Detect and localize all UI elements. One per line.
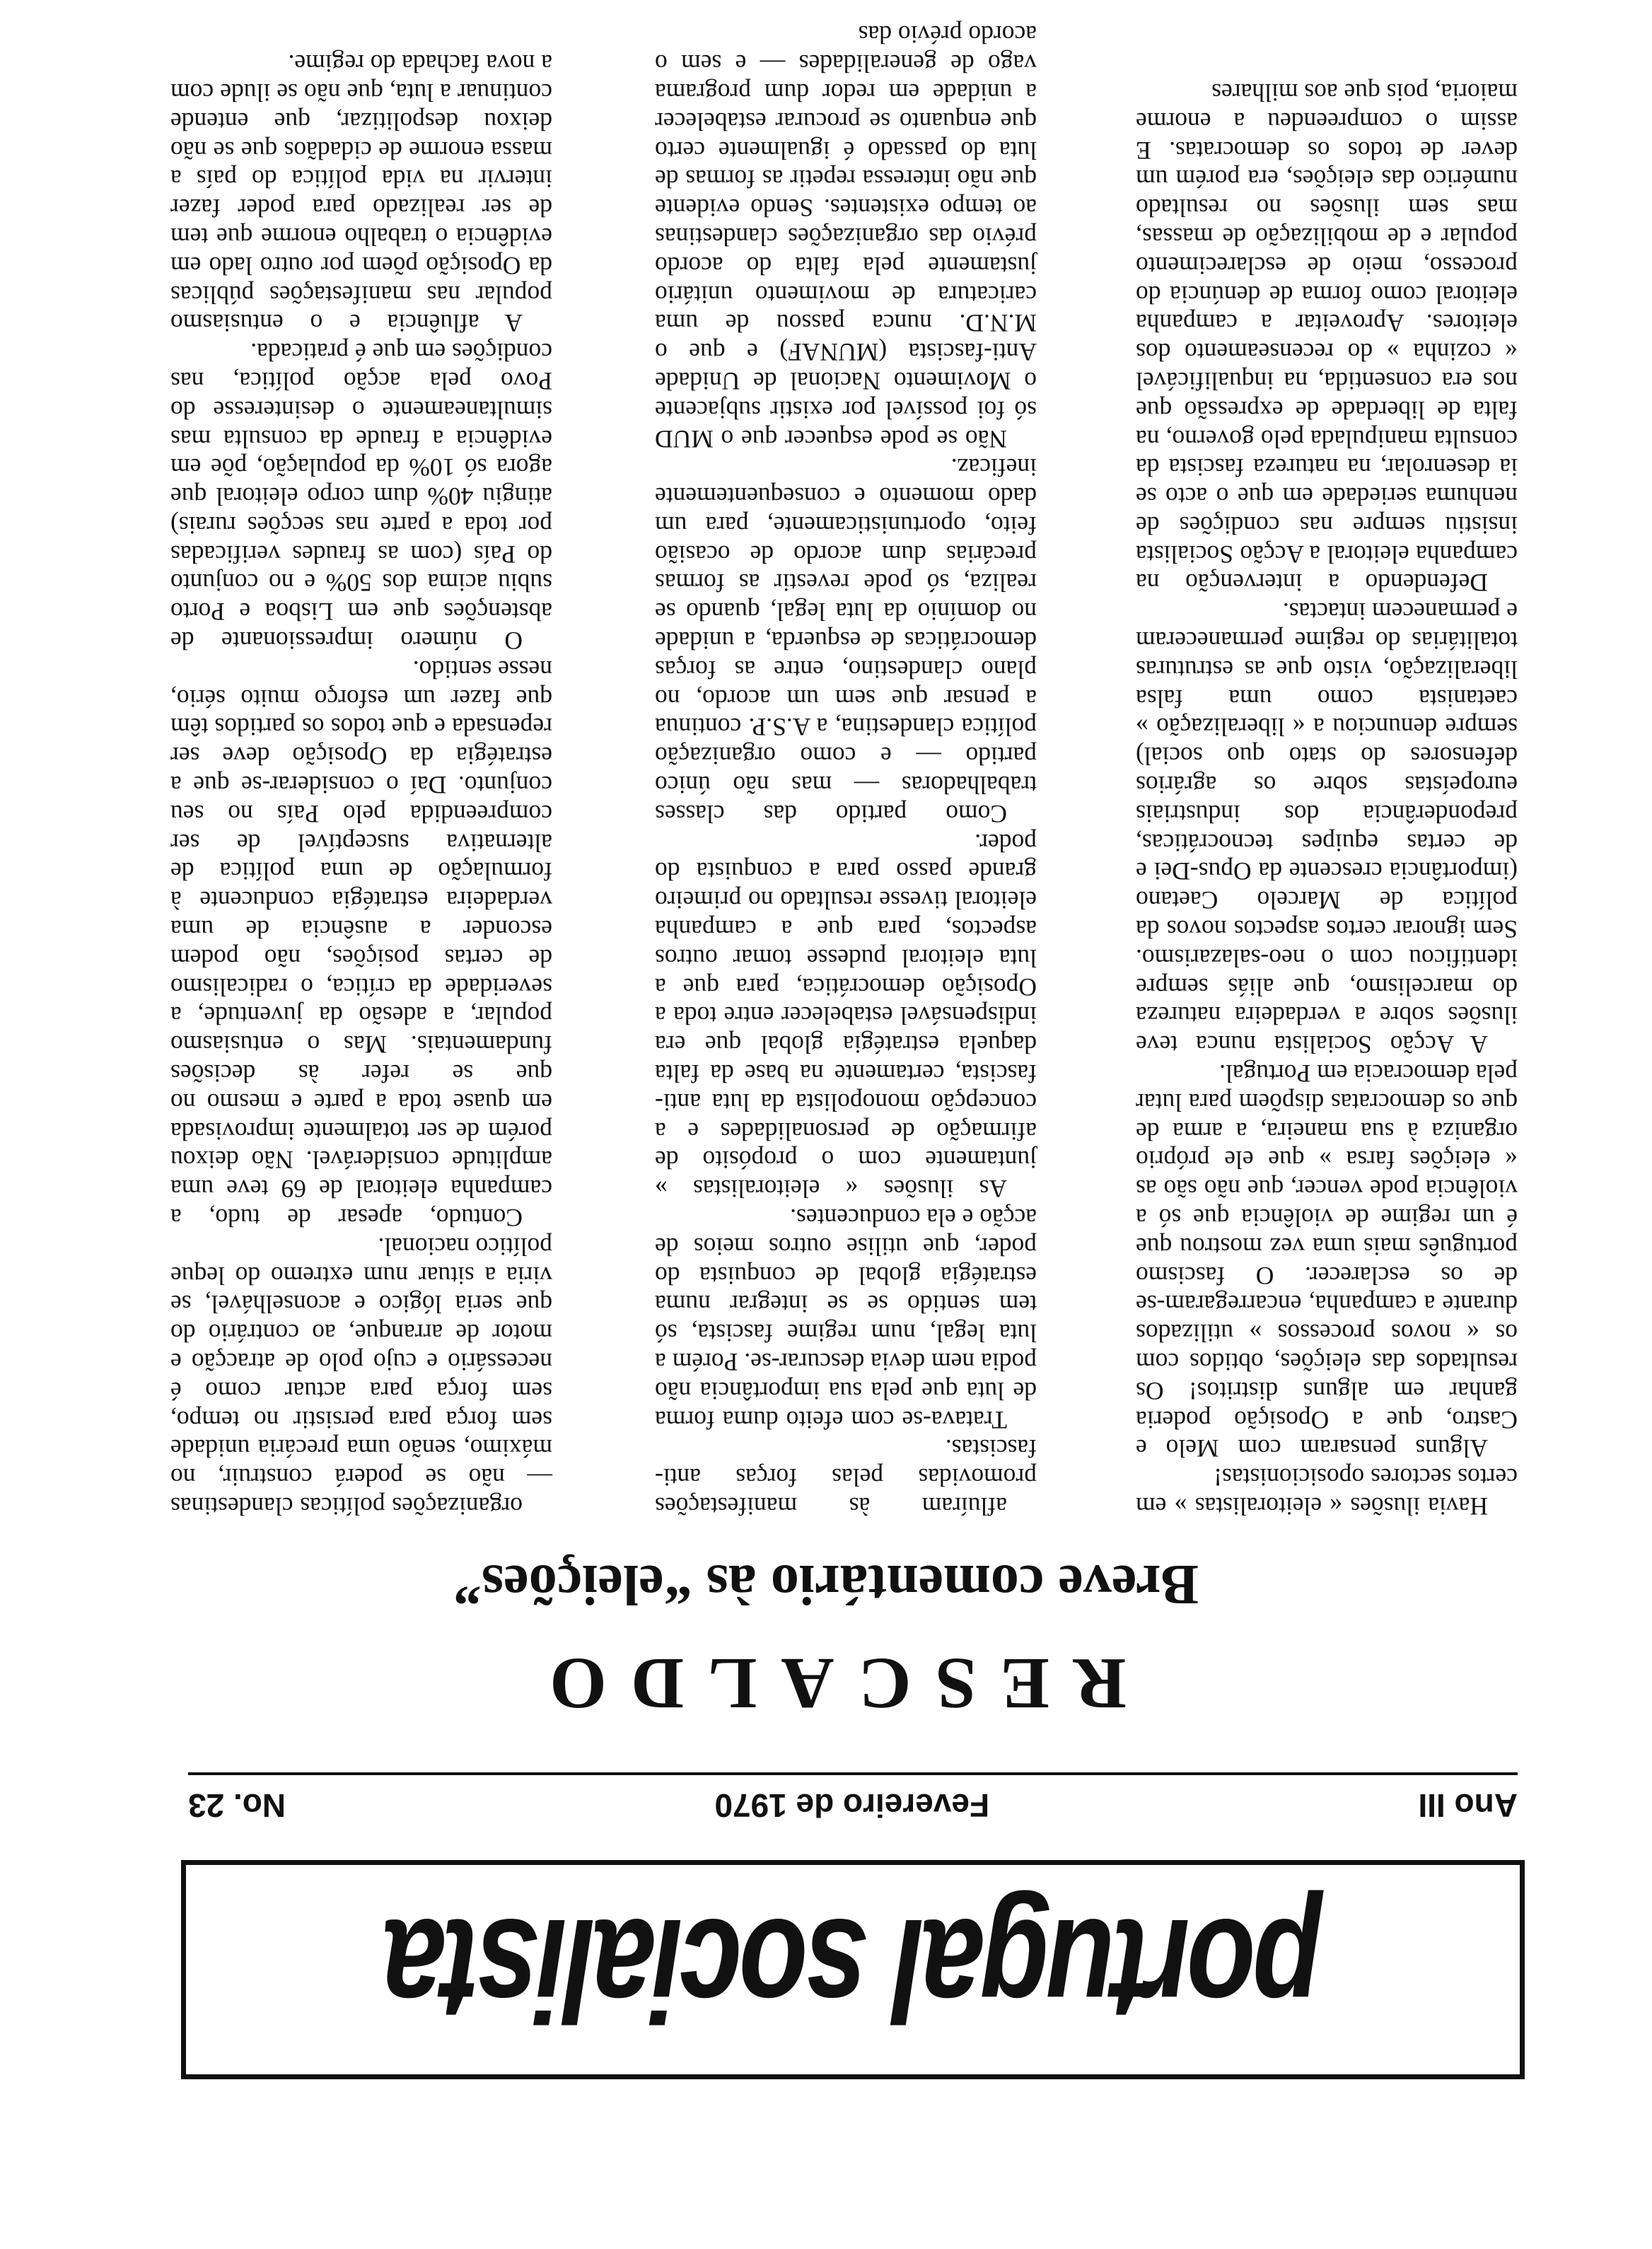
article-paragraph: Havia ilusões « eleitoralistas » em certos sectores oposicionistas!	[1136, 1463, 1518, 1521]
article-paragraph: As ilusões « eleitoralistas » juntamente com o propósito de afirmação de personalidades e a concepção monopolista da luta anti-fascista, certamente na base da falta daquela estratégia global que era indispensável estabelecer entre toda a Oposição democrática, para que a luta eleitoral pudesse tomar outros aspectos, para que a campanha eleitoral tivesse resultado no primeiro grande passo para a conquista do poder.	[655, 828, 1037, 1204]
masthead-title: portugal socialista	[385, 1889, 1321, 2051]
article-column-1	[1136, 78, 1518, 1521]
issue-number: No. 23	[188, 1787, 286, 1824]
article-paragraph: Defendendo a intervenção na campanha eleitoral a Acção Socialista insistiu sempre nas condições de nenhuma seriedade em que o acto se ia desenrolar, na natureza fascista da consulta manipulada pelo governo, na falta de liberdade de expressão que nos era consentida, na inqualificável « cozinha » do recenseamento dos eleitores. Aproveitar a campanha eleitoral como forma de denúncia do processo, meio de esclarecimento popular e de mobilização de massas, mas sem ilusões no resultado numérico das eleições, era porém um dever de todos os democratas. E assim o compreendeu a enorme maioria, pois que aos milhares	[1136, 78, 1518, 598]
article-paragraph: Alguns pensaram com Melo e Castro, que a Oposição poderia ganhar em alguns distritos! Os resultados das eleições, obtidos com os « novos processos » utilizados durante a campanha, encarregaram-se de os esclarecer. O fascismo português mais uma vez mostrou que é um regime de violência que só a violência pode vencer, que não são as « eleições farsa » que ele próprio organiza à sua maneira, a arma de que os democratas dispõem para lutar pela democracia em Portugal.	[1136, 1059, 1518, 1463]
issue-date: Fevereiro de 1970	[714, 1787, 990, 1824]
article-column-3	[170, 49, 552, 1521]
masthead-box	[181, 1860, 1525, 2079]
article-paragraph: organizações políticas clandestinas — não se poderá construir, no máximo, senão uma precária unidade sem força para persistir no tempo, sem força para actuar como é necessário e cujo polo de atracção e motor de arranque, ao contrário do que seria lógico e aconselhável, se viria a situar num extremo do leque político nacional.	[170, 1232, 552, 1521]
issue-line	[188, 1786, 1518, 1825]
article-paragraph: A Acção Socialista nunca teve ilusões sobre a verdadeira natureza do marcelismo, que aliás sempre identificou com o neo-salazarismo. Sem ignorar certos aspectos novos da política de Marcelo Caetano (importância crescente da Opus-Dei e de certas equipes tecnocráticas, preponderância dos industriais europeístas sobre os agrários defensores do stato quo social) sempre denunciou a « liberalização » caetanista como uma falsa liberalização, visto que as estruturas totalitárias do regime permaneceram e permanecem intactas.	[1136, 598, 1518, 1059]
article-column-2	[655, 21, 1037, 1521]
article-paragraph: A afluência e o entusiasmo popular nas manifestações públicas da Oposição põem por outro lado em evidência o trabalho enorme que tem de ser realizado para poder fazer intervir na vida política do país a massa enorme de cidadãos que se não deixou despolitizar, que entende continuar a luta, que não se ilude com a nova fachada do regime.	[170, 50, 552, 338]
article-paragraph: afluíram às manifestações promovidas pelas forças anti-fascistas.	[655, 1434, 1037, 1521]
issue-divider	[188, 1772, 1518, 1775]
article-paragraph: Não se pode esquecer que o MUD só foi possível por existir subjacente o Movimento Nacional de Unidade Anti-fascista (MUNAF) e que o M.N.D. nunca passou de uma caricatura de movimento unitário justamente pela falta do acordo prévio das organizações clandestinas ao tempo existentes. Sendo evidente que não interessa repetir as formas de luta do passado é igualmente certo que enquanto se procurar estabelecer a unidade em redor dum programa vago de generalidades — e sem o acordo prévio das	[655, 21, 1037, 453]
article-paragraph: Como partido das classes trabalhadoras — mas não único partido — e como organização política clandestina, a A.S.P. continua a pensar que sem um acordo, no plano clandestino, entre as forças democráticas de esquerda, a unidade no domínio da luta legal, quando se realiza, só pode revestir as formas precárias dum acordo de ocasião feito, oportunisticamente, para um dado momento e consequentemente ineficaz.	[655, 453, 1037, 828]
article-paragraph: Contudo, apesar de tudo, a campanha eleitoral de 69 teve uma amplitude considerável. Não deixou porém de ser totalmente improvisada em quase toda a parte e mesmo no que se refer às decisões fundamentais. Mas o entusiasmo popular, a adesão da juventude, a severidade da crítica, o radicalismo de certas posições, não podem esconder a ausência de uma verdadeira estratégia conducente à formulação de uma política de alternativa susceptível de ser compreendida pelo País no seu conjunto. Daí o considerar-se que a estratégia da Oposição deve ser repensada e que todos os partidos têm que fazer um esforço muito sério, nesse sentido.	[170, 655, 552, 1233]
article-paragraph: O número impressionante de abstenções que em Lisboa e Porto subiu acima dos 50% e no conjunto do País (com as fraudes verificadas por toda a parte nas secções rurais) atingiu 40% dum corpo eleitoral que agora só 10% da população, põe em evidência a fraude da consulta mas simultaneamente o desinteresse do Povo pela acção política, nas condições em que é praticada.	[170, 338, 552, 656]
article-headline: Breve comentário às “eleições”	[453, 1553, 1199, 1615]
issue-volume: Ano III	[1418, 1787, 1518, 1824]
article-paragraph: Tratava-se com efeito duma forma de luta que pela sua importância não podia nem devia descurar-se. Porém a luta legal, num regime fascista, só tem sentido se se integrar numa estratégia global de conquista do poder, que utilise outros meios de acção e ela conducentes.	[655, 1204, 1037, 1434]
section-title: RESCALDO	[525, 1643, 1127, 1724]
